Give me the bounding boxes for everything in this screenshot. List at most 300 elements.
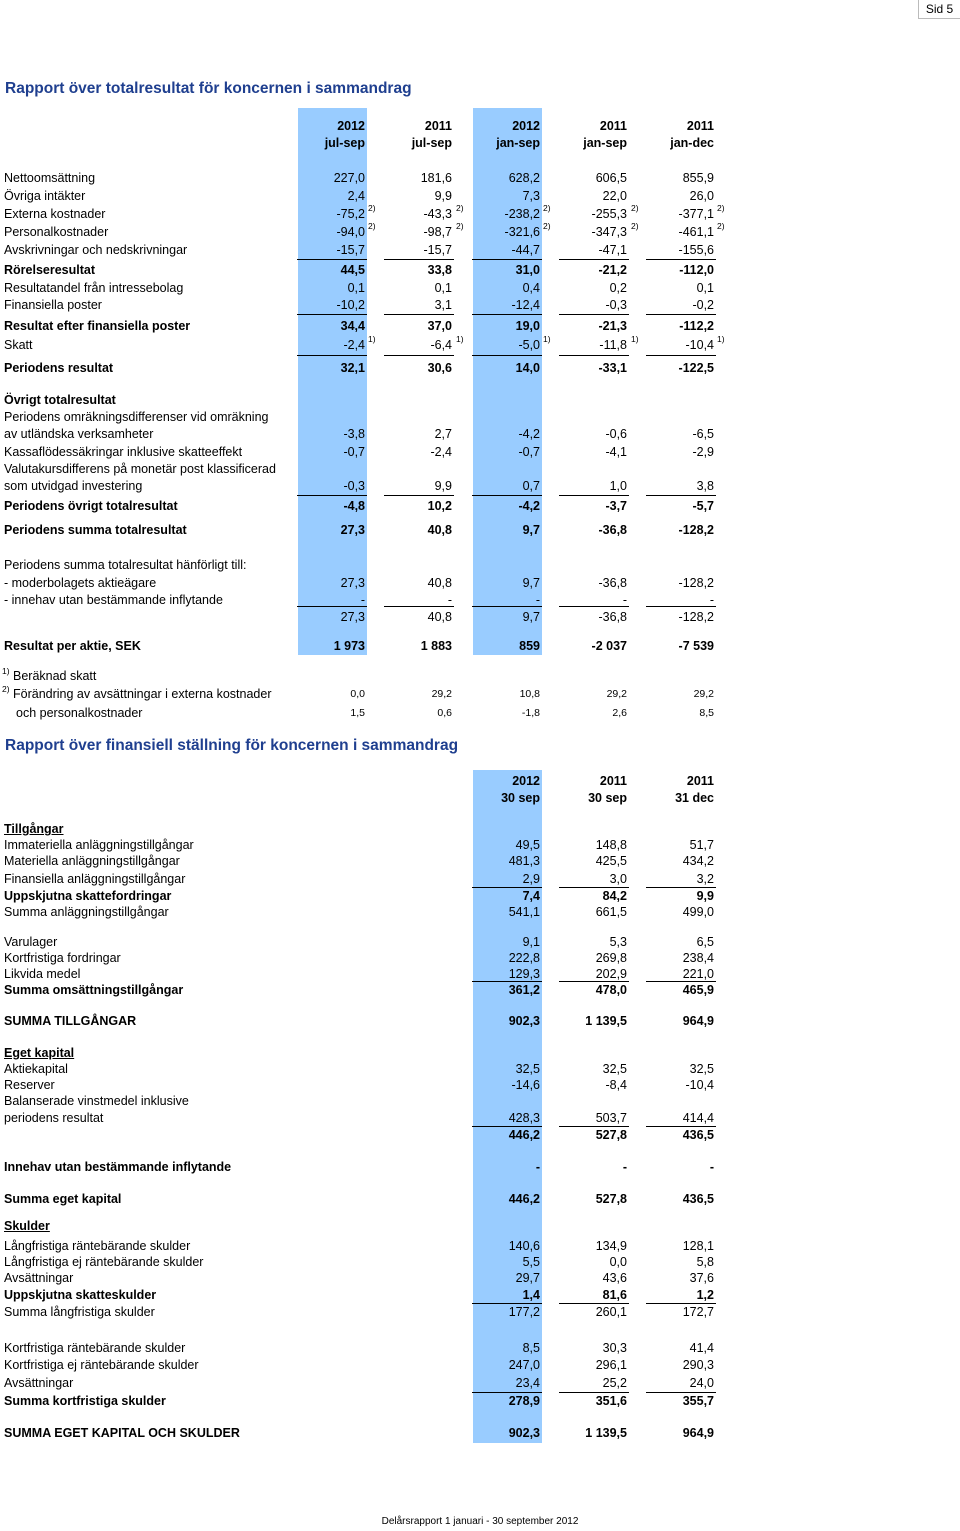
underline-rule — [559, 1392, 629, 1393]
row-label: SUMMA EGET KAPITAL OCH SKULDER — [4, 1426, 240, 1440]
cell-value: 27,3 — [340, 523, 365, 537]
column-year: 2011 — [599, 774, 627, 788]
cell-value: 355,7 — [682, 1394, 714, 1408]
cell-value: -43,3 — [423, 207, 452, 221]
cell-value: 27,3 — [340, 576, 365, 590]
note-text: och personalkostnader — [16, 706, 143, 720]
table-row — [0, 203, 960, 223]
footnote-mark: 1) — [2, 666, 10, 676]
cell-value: -10,4 — [685, 1078, 714, 1092]
column-year: 2012 — [512, 774, 540, 788]
cell-value: -98,7 — [423, 225, 452, 239]
row-label: Övriga intäkter — [4, 189, 86, 203]
cell-value: 290,3 — [682, 1358, 714, 1372]
table-row — [0, 1393, 960, 1410]
table-row — [0, 444, 960, 461]
note-text: Beräknad skatt — [13, 669, 97, 683]
cell-value: 0,0 — [609, 1255, 627, 1269]
column-year: 2011 — [686, 119, 714, 133]
cell-value: 221,0 — [682, 967, 714, 981]
cell-value: 30,3 — [602, 1341, 627, 1355]
footnote-mark: 2) — [456, 203, 464, 213]
cell-value: -128,2 — [678, 523, 714, 537]
row-label: Periodens summa totalresultat hänförligt till: — [4, 558, 247, 572]
row-label: Resultat per aktie, SEK — [4, 639, 141, 653]
underline-rule — [384, 314, 454, 315]
cell-value: 34,4 — [340, 319, 365, 333]
row-label: Uppskjutna skatteskulder — [4, 1288, 157, 1302]
cell-value: - — [360, 593, 365, 607]
table-row — [0, 1061, 960, 1078]
note-value: 10,8 — [519, 688, 540, 700]
cell-value: -4,2 — [518, 499, 540, 513]
table-row — [0, 1045, 960, 1062]
cell-value: -122,5 — [678, 361, 714, 375]
row-label: Eget kapital — [4, 1046, 75, 1060]
cell-value: 27,3 — [340, 610, 365, 624]
cell-value: 436,5 — [682, 1192, 714, 1206]
cell-value: -15,7 — [336, 243, 365, 257]
table-row — [0, 1110, 960, 1127]
cell-value: 8,5 — [522, 1341, 540, 1355]
cell-value: 859 — [519, 639, 540, 653]
cell-value: 10,2 — [427, 499, 452, 513]
cell-value: -6,4 — [430, 338, 452, 352]
cell-value: 22,0 — [602, 189, 627, 203]
cell-value: 902,3 — [508, 1014, 540, 1028]
cell-value: 238,4 — [682, 951, 714, 965]
table-row — [0, 221, 960, 241]
cell-value: 527,8 — [595, 1128, 627, 1142]
cell-value: 9,7 — [522, 576, 540, 590]
row-label: Rörelseresultat — [4, 263, 96, 277]
cell-value: 148,8 — [595, 838, 627, 852]
cell-value: 32,5 — [689, 1062, 714, 1076]
table-row — [0, 888, 960, 905]
footnote-mark: 1) — [543, 334, 551, 344]
underline-rule — [646, 606, 716, 607]
table-row — [0, 498, 960, 515]
row-label: Resultatandel från intressebolag — [4, 281, 184, 295]
cell-value: -4,8 — [343, 499, 365, 513]
cell-value: 31,0 — [515, 263, 540, 277]
cell-value: 446,2 — [508, 1128, 540, 1142]
footnote-mark: 1) — [717, 334, 725, 344]
underline-rule — [559, 1303, 629, 1304]
cell-value: 26,0 — [689, 189, 714, 203]
table-row — [0, 478, 960, 495]
income-statement-title: Rapport över totalresultat för koncernen i sammandrag — [5, 80, 412, 97]
footnote-mark: 2) — [631, 203, 639, 213]
cell-value: 1 973 — [333, 639, 365, 653]
cell-value: 0,2 — [609, 281, 627, 295]
underline-rule — [559, 355, 629, 356]
cell-value: -3,7 — [605, 499, 627, 513]
table-row — [0, 837, 960, 854]
table-row — [0, 262, 960, 279]
underline-rule — [384, 495, 454, 496]
cell-value: 902,3 — [508, 1426, 540, 1440]
cell-value: -0,7 — [343, 445, 365, 459]
cell-value: 661,5 — [595, 905, 627, 919]
table-row — [0, 461, 960, 478]
underline-rule — [384, 355, 454, 356]
footnote-mark: 2) — [2, 684, 10, 694]
cell-value: 49,5 — [515, 838, 540, 852]
underline-rule — [559, 495, 629, 496]
cell-value: - — [622, 1160, 627, 1174]
cell-value: -0,6 — [605, 427, 627, 441]
underline-rule — [646, 1303, 716, 1304]
footnote-mark: 2) — [456, 221, 464, 231]
cell-value: -10,4 — [685, 338, 714, 352]
footnote-mark: 2) — [631, 221, 639, 231]
table-row — [0, 297, 960, 314]
table-row — [0, 1357, 960, 1374]
row-label: Kortfristiga ej räntebärande skulder — [4, 1358, 199, 1372]
cell-value: 503,7 — [595, 1111, 627, 1125]
cell-value: -2,9 — [692, 445, 714, 459]
table-row — [0, 1191, 960, 1208]
cell-value: 247,0 — [508, 1358, 540, 1372]
table-row — [0, 1375, 960, 1392]
cell-value: -36,8 — [598, 523, 627, 537]
underline-rule — [646, 314, 716, 315]
cell-value: 129,3 — [508, 967, 540, 981]
table-row — [0, 392, 960, 409]
table-row — [0, 934, 960, 951]
table-row — [0, 638, 960, 655]
column-year: 2012 — [337, 119, 365, 133]
underline-rule — [472, 1303, 542, 1304]
row-label: SUMMA TILLGÅNGAR — [4, 1014, 137, 1028]
note-text: Förändring av avsättningar i externa kostnader — [13, 687, 272, 701]
cell-value: 964,9 — [682, 1426, 714, 1440]
column-period: 31 dec — [675, 791, 714, 805]
cell-value: 1,2 — [696, 1288, 714, 1302]
cell-value: -255,3 — [591, 207, 627, 221]
cell-value: 5,8 — [696, 1255, 714, 1269]
cell-value: 9,7 — [522, 610, 540, 624]
cell-value: 14,0 — [515, 361, 540, 375]
column-period: jul-sep — [411, 136, 452, 150]
cell-value: - — [709, 1160, 714, 1174]
cell-value: 7,4 — [522, 889, 540, 903]
table-row — [0, 853, 960, 870]
cell-value: 527,8 — [595, 1192, 627, 1206]
footnote-mark: 1) — [631, 334, 639, 344]
underline-rule — [646, 495, 716, 496]
underline-rule — [297, 355, 367, 356]
cell-value: 1 139,5 — [585, 1014, 627, 1028]
cell-value: -14,6 — [511, 1078, 540, 1092]
cell-value: 260,1 — [595, 1305, 627, 1319]
underline-rule — [472, 887, 542, 888]
table-row — [0, 334, 960, 354]
table-row — [0, 170, 960, 187]
table-row — [0, 242, 960, 259]
table-row — [0, 821, 960, 838]
table-row — [0, 1218, 960, 1235]
table-row — [0, 1254, 960, 1271]
cell-value: -2 037 — [591, 639, 627, 653]
cell-value: 414,4 — [682, 1111, 714, 1125]
cell-value: 24,0 — [689, 1376, 714, 1390]
cell-value: 3,2 — [696, 872, 714, 886]
cell-value: -128,2 — [678, 610, 714, 624]
cell-value: 3,0 — [609, 872, 627, 886]
note-value: 0,0 — [350, 688, 365, 700]
cell-value: -5,7 — [692, 499, 714, 513]
cell-value: 33,8 — [427, 263, 452, 277]
table-row — [0, 318, 960, 335]
row-label: Aktiekapital — [4, 1062, 68, 1076]
table-row — [0, 188, 960, 205]
cell-value: -5,0 — [518, 338, 540, 352]
column-period: jan-dec — [670, 136, 714, 150]
cell-value: 134,9 — [595, 1239, 627, 1253]
cell-value: 227,0 — [333, 171, 365, 185]
cell-value: - — [709, 593, 714, 607]
table-row — [0, 1013, 960, 1030]
footnote-mark: 2) — [543, 203, 551, 213]
row-label: Resultat efter finansiella poster — [4, 319, 191, 333]
row-label: Avsättningar — [4, 1271, 74, 1285]
cell-value: -112,2 — [679, 319, 714, 333]
table-row — [0, 1287, 960, 1304]
underline-rule — [559, 1126, 629, 1127]
table-row — [0, 950, 960, 967]
cell-value: 855,9 — [682, 171, 714, 185]
table-row — [0, 1340, 960, 1357]
cell-value: 2,9 — [522, 872, 540, 886]
underline-rule — [384, 259, 454, 260]
row-label: Varulager — [4, 935, 58, 949]
cell-value: 478,0 — [595, 983, 627, 997]
cell-value: 32,5 — [515, 1062, 540, 1076]
underline-rule — [559, 314, 629, 315]
cell-value: -15,7 — [423, 243, 452, 257]
cell-value: 3,1 — [434, 298, 452, 312]
footnote-mark: 2) — [717, 221, 725, 231]
cell-value: 81,6 — [602, 1288, 627, 1302]
cell-value: 499,0 — [682, 905, 714, 919]
footnote-mark: 1) — [456, 334, 464, 344]
column-period: jan-sep — [496, 136, 540, 150]
cell-value: 51,7 — [689, 838, 714, 852]
column-period: 30 sep — [501, 791, 540, 805]
note-value: 29,2 — [431, 688, 452, 700]
cell-value: -4,1 — [605, 445, 627, 459]
row-label: Periodens övrigt totalresultat — [4, 499, 178, 513]
cell-value: 1 883 — [420, 639, 452, 653]
table-row — [0, 1093, 960, 1110]
row-label: Innehav utan bestämmande inflytande — [4, 1160, 232, 1174]
row-label: som utvidgad investering — [4, 479, 143, 493]
note-value: 2,6 — [612, 707, 627, 719]
underline-rule — [646, 259, 716, 260]
table-row — [0, 1270, 960, 1287]
underline-rule — [646, 355, 716, 356]
cell-value: 32,5 — [602, 1062, 627, 1076]
row-label: Likvida medel — [4, 967, 81, 981]
table-row — [0, 1127, 960, 1144]
cell-value: 541,1 — [508, 905, 540, 919]
cell-value: -44,7 — [511, 243, 540, 257]
underline-rule — [297, 606, 367, 607]
table-row — [0, 280, 960, 297]
cell-value: 269,8 — [595, 951, 627, 965]
cell-value: -12,4 — [511, 298, 540, 312]
row-label: Summa anläggningstillgångar — [4, 905, 169, 919]
cell-value: 84,2 — [602, 889, 627, 903]
row-label: Finansiella anläggningstillgångar — [4, 872, 186, 886]
page-number: Sid 5 — [918, 0, 960, 19]
row-label: Materiella anläggningstillgångar — [4, 854, 180, 868]
column-period: jan-sep — [583, 136, 627, 150]
table-row — [0, 360, 960, 377]
cell-value: -128,2 — [678, 576, 714, 590]
row-label: Skatt — [4, 338, 33, 352]
cell-value: 9,9 — [434, 189, 452, 203]
note-value: 8,5 — [699, 707, 714, 719]
row-label: Reserver — [4, 1078, 55, 1092]
note-value: 0,6 — [437, 707, 452, 719]
underline-rule — [646, 887, 716, 888]
row-label: periodens resultat — [4, 1111, 104, 1125]
column-period: jul-sep — [324, 136, 365, 150]
footnote-mark: 2) — [368, 221, 376, 231]
cell-value: 5,3 — [609, 935, 627, 949]
cell-value: -36,8 — [598, 610, 627, 624]
cell-value: -11,8 — [599, 338, 627, 352]
cell-value: 29,7 — [515, 1271, 540, 1285]
underline-rule — [297, 259, 367, 260]
row-label: Immateriella anläggningstillgångar — [4, 838, 194, 852]
cell-value: -112,0 — [679, 263, 714, 277]
row-label: Periodens summa totalresultat — [4, 523, 187, 537]
cell-value: 2,4 — [347, 189, 365, 203]
row-label: Uppskjutna skattefordringar — [4, 889, 172, 903]
table-row — [0, 1077, 960, 1094]
footnote-mark: 2) — [717, 203, 725, 213]
row-label: Summa eget kapital — [4, 1192, 122, 1206]
cell-value: 181,6 — [420, 171, 452, 185]
cell-value: -321,6 — [504, 225, 540, 239]
row-label: Nettoomsättning — [4, 171, 96, 185]
table-row — [0, 609, 960, 626]
footnote-mark: 2) — [368, 203, 376, 213]
cell-value: -461,1 — [678, 225, 714, 239]
row-label: Skulder — [4, 1219, 50, 1233]
column-period: 30 sep — [588, 791, 627, 805]
underline-rule — [646, 1392, 716, 1393]
row-label: Långfristiga ej räntebärande skulder — [4, 1255, 204, 1269]
note-value: 1,5 — [350, 707, 365, 719]
cell-value: -3,8 — [343, 427, 365, 441]
cell-value: 1,4 — [522, 1288, 540, 1302]
table-row — [0, 1304, 960, 1321]
cell-value: 436,5 — [682, 1128, 714, 1142]
table-row — [0, 1238, 960, 1255]
underline-rule — [297, 314, 367, 315]
note-value: 29,2 — [606, 688, 627, 700]
underline-rule — [559, 981, 629, 982]
cell-value: -21,3 — [598, 319, 627, 333]
underline-rule — [559, 887, 629, 888]
row-label: Kortfristiga räntebärande skulder — [4, 1341, 186, 1355]
row-label: Avskrivningar och nedskrivningar — [4, 243, 188, 257]
cell-value: -36,8 — [598, 576, 627, 590]
row-label: Övrigt totalresultat — [4, 393, 116, 407]
cell-value: 30,6 — [427, 361, 452, 375]
table-row — [0, 982, 960, 999]
cell-value: 177,2 — [508, 1305, 540, 1319]
underline-rule — [472, 495, 542, 496]
row-label: Tillgångar — [4, 822, 64, 836]
underline-rule — [559, 259, 629, 260]
cell-value: 296,1 — [595, 1358, 627, 1372]
cell-value: 37,0 — [427, 319, 452, 333]
row-label: - innehav utan bestämmande inflytande — [4, 593, 223, 607]
cell-value: 40,8 — [427, 523, 452, 537]
cell-value: -0,2 — [692, 298, 714, 312]
table-row — [0, 557, 960, 574]
cell-value: 172,7 — [682, 1305, 714, 1319]
underline-rule — [472, 355, 542, 356]
column-year: 2012 — [512, 119, 540, 133]
row-label: Balanserade vinstmedel inklusive — [4, 1094, 189, 1108]
underline-rule — [472, 981, 542, 982]
cell-value: 628,2 — [508, 171, 540, 185]
column-year: 2011 — [686, 774, 714, 788]
cell-value: 964,9 — [682, 1014, 714, 1028]
cell-value: 43,6 — [602, 1271, 627, 1285]
row-label: - moderbolagets aktieägare — [4, 576, 157, 590]
note-value: -1,8 — [521, 707, 540, 719]
note-value: 29,2 — [693, 688, 714, 700]
cell-value: 9,9 — [434, 479, 452, 493]
cell-value: 465,9 — [682, 983, 714, 997]
cell-value: 6,5 — [696, 935, 714, 949]
row-label: Långfristiga räntebärande skulder — [4, 1239, 191, 1253]
underline-rule — [559, 606, 629, 607]
cell-value: 0,4 — [522, 281, 540, 295]
cell-value: -2,4 — [343, 338, 365, 352]
cell-value: 202,9 — [595, 967, 627, 981]
underline-rule — [472, 1392, 542, 1393]
cell-value: 428,3 — [508, 1111, 540, 1125]
cell-value: 128,1 — [682, 1239, 714, 1253]
cell-value: -4,2 — [518, 427, 540, 441]
cell-value: 0,1 — [696, 281, 714, 295]
cell-value: 23,4 — [515, 1376, 540, 1390]
underline-rule — [472, 606, 542, 607]
cell-value: 0,1 — [434, 281, 452, 295]
table-row — [0, 409, 960, 426]
cell-value: - — [535, 1160, 540, 1174]
table-row — [0, 522, 960, 539]
cell-value: -75,2 — [336, 207, 365, 221]
cell-value: -0,3 — [343, 479, 365, 493]
cell-value: -7 539 — [678, 639, 714, 653]
cell-value: - — [622, 593, 627, 607]
cell-value: 278,9 — [508, 1394, 540, 1408]
cell-value: 0,1 — [347, 281, 365, 295]
underline-rule — [297, 495, 367, 496]
row-label: Periodens resultat — [4, 361, 114, 375]
table-row — [0, 904, 960, 921]
